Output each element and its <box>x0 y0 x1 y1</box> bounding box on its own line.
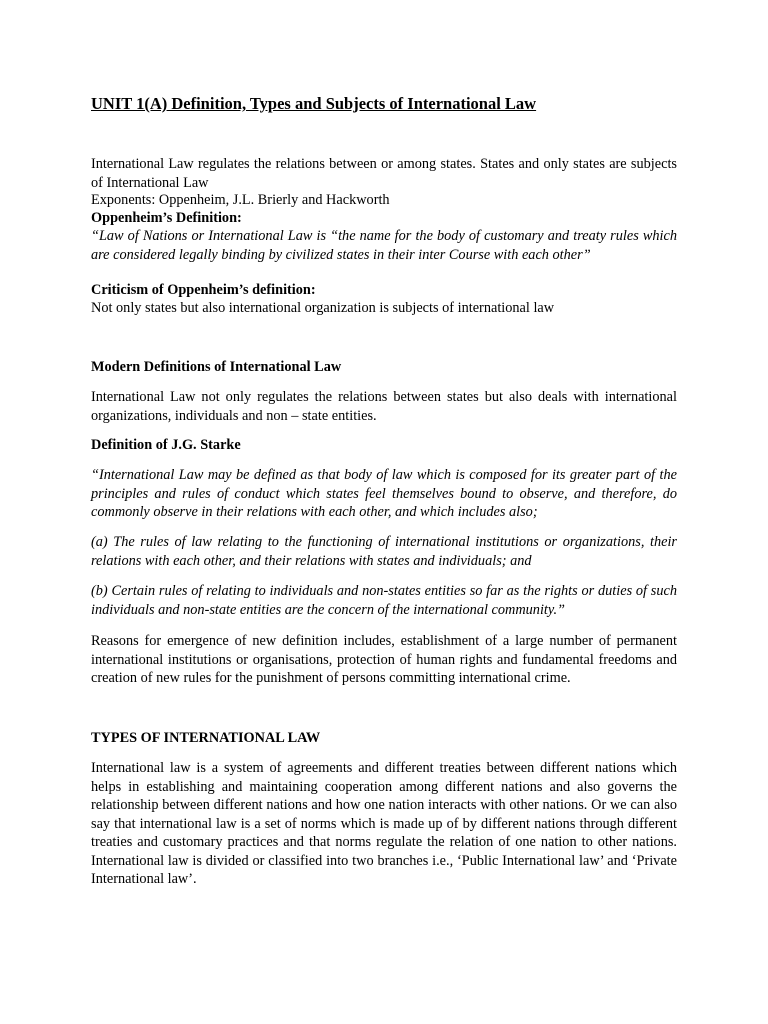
oppenheim-quote: “Law of Nations or International Law is “the name for the body of customary and treaty rules which are considered legally binding by civilized states in their inter Course with each other” <box>91 228 677 263</box>
starke-heading: Definition of J.G. Starke <box>91 437 241 453</box>
criticism-text: Not only states but also international organization is subjects of international law <box>91 300 555 316</box>
oppenheim-heading: Oppenheim’s Definition: <box>91 210 242 226</box>
types-paragraph: International law is a system of agreements and different treaties between different nations which helps in establishing and maintaining cooperation among different nations and also governs the relationship between different nations and how one nation interacts with other nations. Or we can also say that international law is a set of norms which is made up of by different nations through different treaties and customary practices and that norms regulate the relation of one nation to other nations. International law is divided or classified into two branches i.e., ‘Public International law’ and ‘Private International law’. <box>91 760 677 887</box>
types-heading: TYPES OF INTERNATIONAL LAW <box>91 730 321 746</box>
exponents-line: Exponents: Oppenheim, J.L. Brierly and Hackworth <box>91 192 390 208</box>
reasons-paragraph: Reasons for emergence of new definition includes, establishment of a large number of permanent international institutions or organisations, protection of human rights and fundamental freedoms and creation of new rules for the punishment of persons committing international crime. <box>91 633 677 686</box>
modern-definitions-text: International Law not only regulates the relations between states but also deals with international organizations, individuals and non – state entities. <box>91 389 677 424</box>
document-title: UNIT 1(A) Definition, Types and Subjects of International Law <box>91 94 537 113</box>
starke-clause-a: (a) The rules of law relating to the functioning of international institutions or organizations, their relations with each other, and their relations with states and individuals; and <box>91 534 677 569</box>
starke-quote: “International Law may be defined as that body of law which is composed for its greater part of the principles and rules of conduct which states feel themselves bound to observe, and therefore, do commonly observe in their relations with each other, and which includes also; <box>91 467 677 520</box>
modern-definitions-heading: Modern Definitions of International Law <box>91 359 342 375</box>
intro-paragraph: International Law regulates the relations between or among states. States and only states are subjects of International Law <box>91 156 677 191</box>
starke-clause-b: (b) Certain rules of relating to individuals and non-states entities so far as the rights or duties of such individuals and non-state entities are the concern of the international community.” <box>91 583 677 618</box>
criticism-heading: Criticism of Oppenheim’s definition: <box>91 282 316 298</box>
